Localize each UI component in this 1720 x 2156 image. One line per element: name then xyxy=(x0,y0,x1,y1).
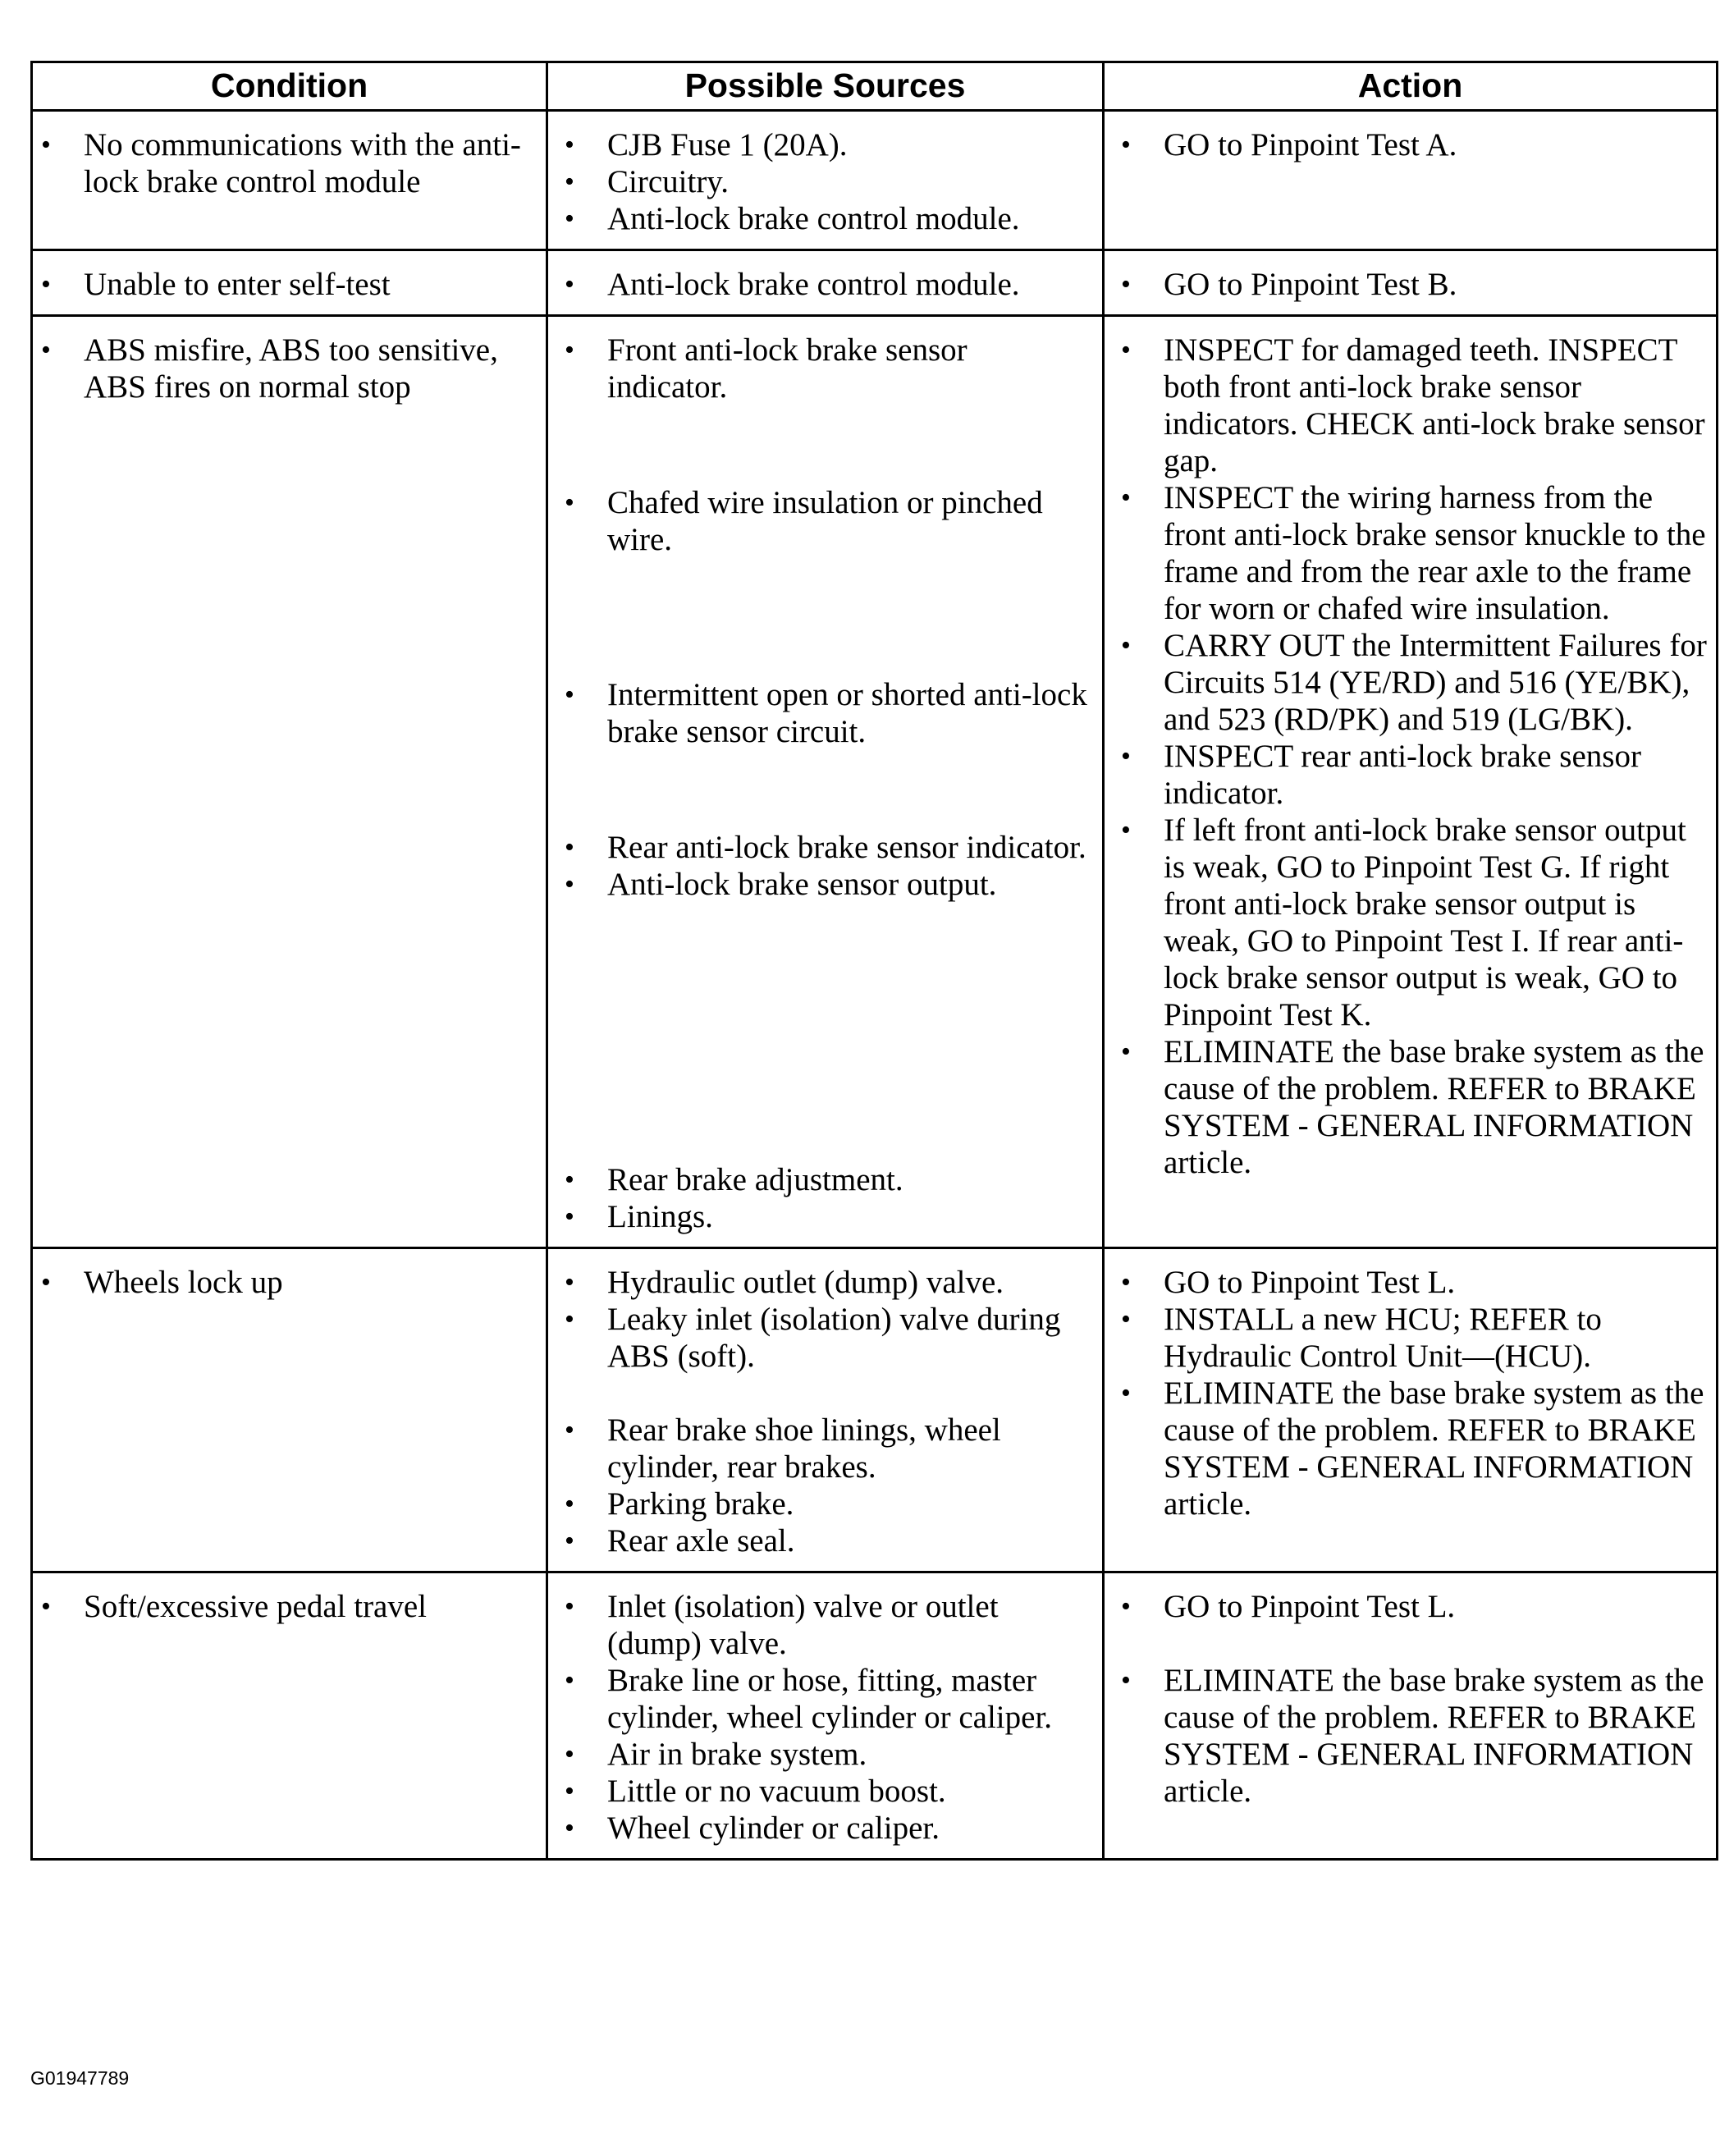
source-text: Circuitry. xyxy=(607,164,730,199)
bullet: • xyxy=(565,1202,574,1232)
source-text: Rear axle seal. xyxy=(607,1523,795,1559)
bullet: • xyxy=(565,204,574,234)
bullet: • xyxy=(565,130,574,160)
bullet: • xyxy=(565,869,574,899)
bullet: • xyxy=(1121,335,1131,365)
list-item xyxy=(41,126,538,200)
list-item xyxy=(1121,332,1708,479)
condition-cell xyxy=(32,1248,547,1572)
bullet: • xyxy=(1121,1378,1131,1408)
condition-cell xyxy=(32,1572,547,1860)
source-text: Linings. xyxy=(607,1199,713,1234)
source-text: Rear anti-lock brake sensor indicator. xyxy=(607,830,1086,865)
source-text: Rear brake adjustment. xyxy=(607,1162,903,1197)
bullet: • xyxy=(565,269,574,300)
list-item xyxy=(41,266,538,303)
figure-code: G01947789 xyxy=(30,2067,130,2089)
header-condition: Condition xyxy=(32,62,547,111)
header-action: Action xyxy=(1104,62,1718,111)
action-cell xyxy=(1104,1248,1718,1572)
list-item xyxy=(1121,812,1708,1033)
list-item xyxy=(565,266,1094,303)
table-row xyxy=(32,1572,1718,1860)
action-text: INSTALL a new HCU; REFER to Hydraulic Control Unit—(HCU). xyxy=(1164,1302,1602,1374)
list-item xyxy=(565,1522,1094,1559)
sources-cell xyxy=(547,1248,1104,1572)
list-item xyxy=(565,1198,1094,1235)
bullet: • xyxy=(1121,1037,1131,1067)
bullet: • xyxy=(565,680,574,710)
bullet: • xyxy=(1121,1591,1131,1622)
bullet: • xyxy=(565,167,574,197)
action-text: INSPECT the wiring harness from the front anti-lock brake sensor knuckle to the frame and from the rear axle to the frame for worn or chafed wire insulation. xyxy=(1164,480,1706,626)
list-item xyxy=(1121,1588,1708,1625)
action-cell xyxy=(1104,1572,1718,1860)
condition-text: ABS misfire, ABS too sensitive, ABS fires on normal stop xyxy=(84,332,498,405)
source-text: Rear brake shoe linings, wheel cylinder, rear brakes. xyxy=(607,1412,1001,1485)
source-text: Intermittent open or shorted anti-lock brake sensor circuit. xyxy=(607,677,1087,749)
bullet: • xyxy=(41,1591,51,1622)
action-text: INSPECT for damaged teeth. INSPECT both front anti-lock brake sensor indicators. CHECK anti-lock brake sensor gap. xyxy=(1164,332,1705,478)
list-item xyxy=(41,332,538,405)
list-item xyxy=(565,1161,1094,1198)
action-text: INSPECT rear anti-lock brake sensor indicator. xyxy=(1164,739,1641,811)
source-text: CJB Fuse 1 (20A). xyxy=(607,127,848,163)
list-item xyxy=(565,1773,1094,1810)
bullet: • xyxy=(565,1591,574,1622)
list-item xyxy=(41,1588,538,1625)
bullet: • xyxy=(565,488,574,518)
bullet: • xyxy=(565,1665,574,1696)
list-item xyxy=(565,866,1094,903)
bullet: • xyxy=(565,1415,574,1445)
list-item xyxy=(565,1412,1094,1485)
bullet: • xyxy=(1121,1665,1131,1696)
table-header-row xyxy=(32,62,1718,111)
condition-cell xyxy=(32,250,547,316)
bullet: • xyxy=(565,1489,574,1519)
list-item xyxy=(565,676,1094,750)
sources-cell xyxy=(547,250,1104,316)
source-text: Little or no vacuum boost. xyxy=(607,1774,946,1809)
action-text: ELIMINATE the base brake system as the cause of the problem. REFER to BRAKE SYSTEM - GENERAL INFORMATION article. xyxy=(1164,1034,1704,1180)
bullet: • xyxy=(1121,269,1131,300)
bullet: • xyxy=(1121,741,1131,771)
bullet: • xyxy=(565,1267,574,1298)
list-item xyxy=(1121,738,1708,812)
sources-cell xyxy=(547,1572,1104,1860)
action-cell xyxy=(1104,316,1718,1248)
bullet: • xyxy=(41,269,51,300)
list-item xyxy=(565,332,1094,405)
list-item xyxy=(565,1662,1094,1736)
bullet: • xyxy=(565,335,574,365)
list-item xyxy=(41,1264,538,1301)
list-item xyxy=(1121,1264,1708,1301)
list-item xyxy=(1121,1301,1708,1375)
list-item xyxy=(1121,1662,1708,1810)
bullet: • xyxy=(1121,130,1131,160)
list-item xyxy=(565,163,1094,200)
condition-text: Soft/excessive pedal travel xyxy=(84,1589,428,1624)
bullet: • xyxy=(565,1165,574,1195)
bullet: • xyxy=(565,1813,574,1843)
source-text: Hydraulic outlet (dump) valve. xyxy=(607,1265,1004,1300)
bullet: • xyxy=(1121,815,1131,845)
list-item xyxy=(565,1588,1094,1662)
source-text: Front anti-lock brake sensor indicator. xyxy=(607,332,968,405)
action-text: CARRY OUT the Intermittent Failures for Circuits 514 (YE/RD) and 516 (YE/BK), and 523 (RD/PK) and 519 (LG/BK). xyxy=(1164,628,1707,737)
source-text: Parking brake. xyxy=(607,1486,794,1522)
source-text: Anti-lock brake control module. xyxy=(607,201,1020,236)
list-item xyxy=(565,1736,1094,1773)
list-item xyxy=(565,829,1094,866)
condition-cell xyxy=(32,316,547,1248)
list-item xyxy=(1121,266,1708,303)
action-text: GO to Pinpoint Test A. xyxy=(1164,127,1457,163)
bullet: • xyxy=(565,1526,574,1556)
action-cell xyxy=(1104,111,1718,250)
sources-cell xyxy=(547,316,1104,1248)
source-text: Leaky inlet (isolation) valve during ABS (soft). xyxy=(607,1302,1061,1374)
symptom-chart-table xyxy=(30,61,1718,1861)
list-item xyxy=(565,200,1094,237)
list-item xyxy=(565,1264,1094,1301)
source-text: Wheel cylinder or caliper. xyxy=(607,1810,940,1846)
list-item xyxy=(565,126,1094,163)
bullet: • xyxy=(41,130,51,160)
action-cell xyxy=(1104,250,1718,316)
bullet: • xyxy=(565,1776,574,1806)
action-text: GO to Pinpoint Test L. xyxy=(1164,1589,1456,1624)
action-text: If left front anti-lock brake sensor output is weak, GO to Pinpoint Test G. If right front anti-lock brake sensor output is weak, GO to Pinpoint Test I. If rear anti-lock brake sensor output is weak, GO to Pinpoint Test K. xyxy=(1164,813,1686,1032)
bullet: • xyxy=(41,335,51,365)
table-row xyxy=(32,250,1718,316)
bullet: • xyxy=(1121,483,1131,513)
list-item xyxy=(1121,126,1708,163)
source-text: Brake line or hose, fitting, master cylinder, wheel cylinder or caliper. xyxy=(607,1663,1053,1735)
condition-text: Wheels lock up xyxy=(84,1265,283,1300)
condition-text: Unable to enter self-test xyxy=(84,267,391,302)
sources-cell xyxy=(547,111,1104,250)
list-item xyxy=(1121,1033,1708,1181)
list-item xyxy=(1121,1375,1708,1522)
source-text: Anti-lock brake control module. xyxy=(607,267,1020,302)
list-item xyxy=(1121,627,1708,738)
table-row xyxy=(32,1248,1718,1572)
bullet: • xyxy=(1121,1267,1131,1298)
bullet: • xyxy=(41,1267,51,1298)
source-text: Anti-lock brake sensor output. xyxy=(607,867,997,902)
source-text: Inlet (isolation) valve or outlet (dump) valve. xyxy=(607,1589,999,1661)
action-text: ELIMINATE the base brake system as the cause of the problem. REFER to BRAKE SYSTEM - GENERAL INFORMATION article. xyxy=(1164,1376,1704,1522)
action-text: GO to Pinpoint Test B. xyxy=(1164,267,1457,302)
condition-cell xyxy=(32,111,547,250)
action-text: ELIMINATE the base brake system as the cause of the problem. REFER to BRAKE SYSTEM - GENERAL INFORMATION article. xyxy=(1164,1663,1704,1809)
source-text: Air in brake system. xyxy=(607,1737,867,1772)
list-item xyxy=(565,1485,1094,1522)
bullet: • xyxy=(565,1304,574,1334)
list-item xyxy=(1121,479,1708,627)
table-row xyxy=(32,111,1718,250)
table-row xyxy=(32,316,1718,1248)
bullet: • xyxy=(565,832,574,863)
action-text: GO to Pinpoint Test L. xyxy=(1164,1265,1456,1300)
list-item xyxy=(565,484,1094,558)
bullet: • xyxy=(565,1739,574,1769)
condition-text: No communications with the anti-lock brake control module xyxy=(84,127,521,199)
source-text: Chafed wire insulation or pinched wire. xyxy=(607,485,1043,557)
list-item xyxy=(565,1301,1094,1375)
header-possible-sources: Possible Sources xyxy=(547,62,1104,111)
bullet: • xyxy=(1121,1304,1131,1334)
list-item xyxy=(565,1810,1094,1847)
bullet: • xyxy=(1121,630,1131,661)
